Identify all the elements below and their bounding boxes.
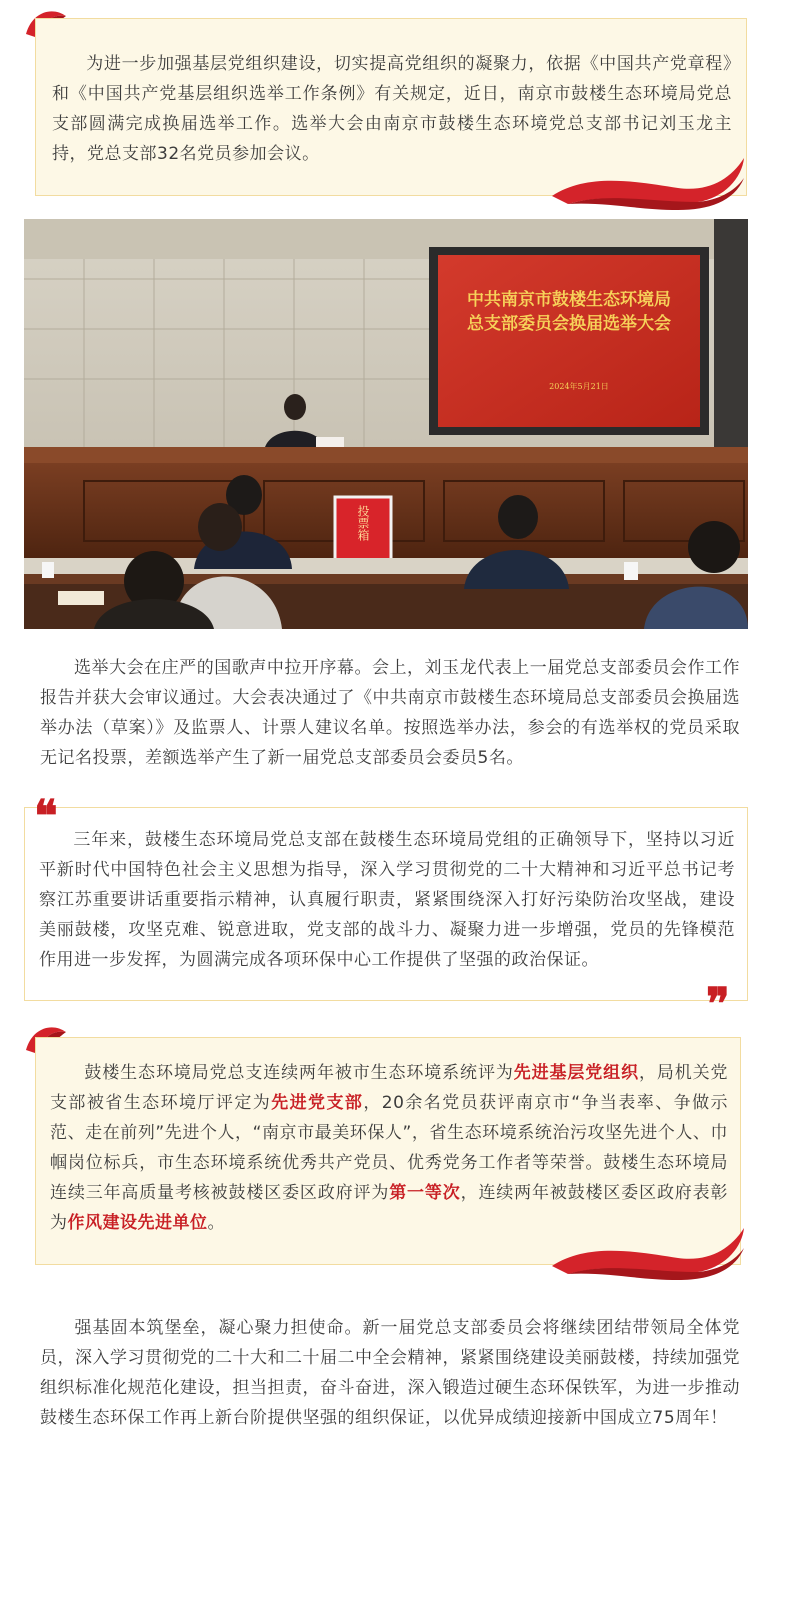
screen-date: 2024年5月21日	[549, 382, 609, 391]
intro-paragraph: 为进一步加强基层党组织建设，切实提高党组织的凝聚力，依据《中国共产党章程》和《中国共产党基层组织选举工作条例》有关规定，近日，南京市鼓楼生态环境局党总支部圆满完成换届选举工作。选举大会由南京市鼓楼生态环境党总支部书记刘玉龙主持，党总支部32名党员参加会议。	[52, 54, 732, 164]
meeting-scene-illustration	[24, 219, 748, 629]
screen-title-line1: 中共南京市鼓楼生态环境局	[467, 290, 671, 310]
ballot-box-label: 投票箱	[356, 505, 370, 541]
open-quote-icon: ❝	[34, 791, 58, 842]
close-quote-icon: ❞	[706, 979, 730, 1030]
highlight-work-style-unit: 作风建设先进单位	[67, 1213, 208, 1233]
closing-paragraph-block	[40, 1313, 740, 1433]
highlight-advanced-org: 先进基层党组织	[513, 1063, 639, 1083]
highlight-advanced-branch: 先进党支部	[271, 1093, 364, 1113]
red-ribbon-decoration	[548, 1222, 748, 1282]
meeting-paragraph: 选举大会在庄严的国歌声中拉开序幕。会上，刘玉龙代表上一届党总支部委员会作工作报告并获大会审议通过。大会表决通过了《中共南京市鼓楼生态环境局总支部委员会换届选举办法（草案）》及监票人、计票人建议名单。按照选举办法，参会的有选举权的党员采取无记名投票，差额选举产生了新一届党总支部委员会委员5名。	[40, 658, 740, 768]
screen-title-line2: 总支部委员会换届选举大会	[467, 314, 671, 334]
highlight-first-tier: 第一等次	[389, 1183, 461, 1203]
closing-paragraph: 强基固本筑堡垒，凝心聚力担使命。新一届党总支部委员会将继续团结带领局全体党员，深入学习贯彻党的二十大和二十届二中全会精神，紧紧围绕建设美丽鼓楼，持续加强党组织标准化规范化建设，担当担责，奋斗奋进，深入锻造过硬生态环保铁军，为进一步推动鼓楼生态环保工作再上新台阶提供坚强的组织保证，以优异成绩迎接新中国成立75周年！	[40, 1318, 740, 1428]
quote-box	[24, 807, 748, 1001]
quote-paragraph: 三年来，鼓楼生态环境局党总支部在鼓楼生态环境局党组的正确领导下，坚持以习近平新时代中国特色社会主义思想为指导，深入学习贯彻党的二十大精神和习近平总书记考察江苏重要讲话重要指示精神，认真履行职责，紧紧围绕深入打好污染防治攻坚战，建设美丽鼓楼，攻坚克难、锐意进取，党支部的战斗力、凝聚力进一步增强，党员的先锋模范作用进一步发挥，为圆满完成各项环保中心工作提供了坚强的政治保证。	[39, 830, 735, 970]
meeting-photo	[24, 219, 748, 629]
red-ribbon-decoration	[548, 152, 748, 212]
honors-paragraph: 鼓楼生态环境局党总支连续两年被市生态环境系统评为先进基层党组织，局机关党支部被省生态环境厅评定为先进党支部，20余名党员获评南京市“争当表率、争做示范、走在前列”先进个人，“南京市最美环保人”，省生态环境系统治污攻坚先进个人、巾帼岗位标兵，市生态环境系统优秀共产党员、优秀党务工作者等荣誉。鼓楼生态环境局连续三年高质量考核被鼓楼区委区政府评为第一等次，连续两年被鼓楼区委区政府表彰为作风建设先进单位。	[50, 1063, 729, 1233]
meeting-paragraph-block	[40, 653, 740, 773]
